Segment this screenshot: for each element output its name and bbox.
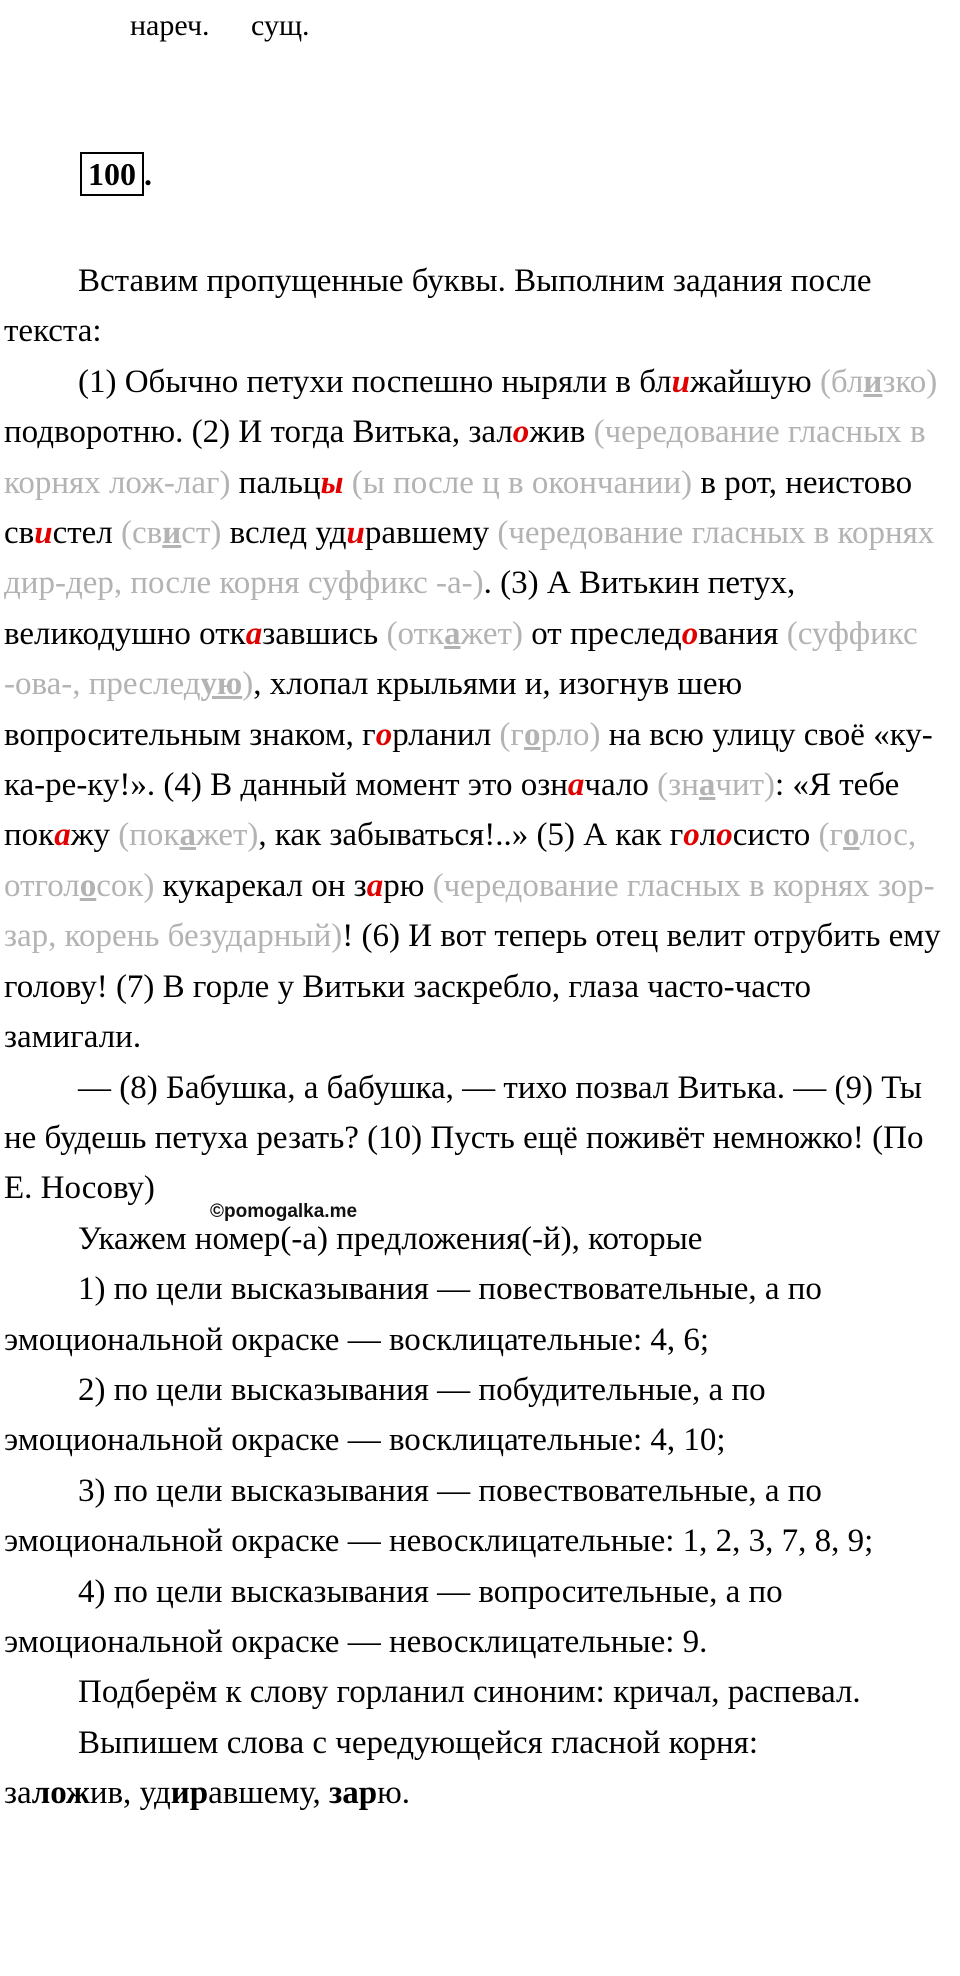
text-segment (343, 465, 351, 501)
watermark-text: ©pomogalka.me (210, 1200, 358, 1222)
task-number (80, 152, 152, 196)
answer-item: 4) по цели высказывания — вопросительные, а по эмоциональной окраске — невосклицательные: 9. (4, 1573, 783, 1660)
synonym-paragraph: Подберём к слову горланил синоним: кричал, распевал. (78, 1674, 861, 1711)
hint-underlined-letter: а (698, 767, 716, 804)
root-word-part: уд (139, 1775, 171, 1812)
text-segment: в рот, неистово св (4, 464, 913, 552)
inserted-letter: о (716, 817, 733, 854)
hint-part: (бл (819, 363, 864, 400)
inserted-letter: о (512, 414, 530, 451)
text-segment: ! (6) И вот теперь отец велит отрубить ему голову! (7) В горле у Витьки заскребло, глаза часто-часто замигали. (4, 918, 941, 1056)
inserted-letter: а (54, 817, 71, 854)
text-segment: на всю улицу своё «ку-ка-ре-ку!». (4) В данный момент это озн (4, 716, 933, 804)
check-word-hint (121, 515, 221, 551)
hint-part: (зн (657, 767, 699, 804)
hint-part: зко) (882, 363, 938, 400)
text-segment: вслед уд (221, 515, 347, 552)
check-word-hint (499, 717, 600, 753)
text-segment: жайшую (690, 363, 820, 400)
rule-hint: (чередование гласных в корнях зор-зар, корень безударный) (4, 867, 935, 955)
text-segment: стел (52, 515, 122, 552)
text-segment: , как забываться!..» (5) А как г (258, 817, 684, 854)
hint-part: ст) (181, 515, 222, 552)
answer-item: 3) по цели высказывания — повествовательные, а по эмоциональной окраске — невосклицательные: 1, 2, 3, 7, 8, 9; (4, 1472, 874, 1560)
text-segment: л (699, 817, 717, 854)
text-segment: завшись (262, 615, 387, 652)
hint-underlined-letter: и (863, 363, 883, 400)
check-word-hint (657, 767, 775, 803)
root-word-part: ю. (377, 1775, 411, 1812)
inserted-letter: ы (320, 464, 344, 501)
root-word-part: за (4, 1775, 32, 1812)
hint-part: (отк (386, 615, 445, 652)
text-segment: систо (732, 817, 819, 854)
answer-item: 2) по цели высказывания — побудительные, а по эмоциональной окраске — восклицательные: 4, 10; (4, 1371, 766, 1459)
text-segment: равшему (364, 515, 498, 552)
inserted-letter: и (34, 515, 53, 552)
hint-part: жет) (195, 817, 259, 854)
check-word-hint (387, 616, 523, 652)
answer-item: 1) по цели высказывания — повествовательные, а по эмоциональной окраске — восклицательные: 4, 6; (4, 1271, 822, 1358)
check-word-hint (820, 364, 937, 400)
rule-hint: (чередование гласных в корнях лож-лаг) (4, 414, 926, 501)
hint-part: (г (499, 716, 524, 753)
text-segment: рланил (392, 716, 500, 753)
roots-intro: Выпишем слова с чередующейся гласной корня: (78, 1724, 758, 1761)
check-word-hint (118, 817, 258, 853)
root-word-part: авшему, (208, 1775, 330, 1812)
hint-underlined-letter: о (79, 867, 97, 904)
hint-part: (г (818, 817, 843, 854)
hint-underlined-letter: о (523, 716, 541, 753)
document-body (4, 256, 956, 1819)
text-segment: жив (529, 414, 594, 451)
hint-part: жет) (460, 615, 523, 652)
hint-part: (св (121, 515, 163, 552)
hint-part: ) (242, 666, 254, 703)
inserted-letter: и (671, 363, 691, 400)
main-text-paragraph (4, 357, 956, 1063)
hint-part: (пок (118, 817, 180, 854)
hint-underlined-letter: а (444, 615, 461, 652)
intro-paragraph: Вставим пропущенные буквы. Выполним задания после текста: (4, 263, 872, 350)
root-word-root: зар (329, 1775, 378, 1812)
root-word-root: лож (31, 1775, 90, 1812)
inserted-letter: о (681, 615, 699, 652)
text-segment: вания (698, 615, 787, 652)
roots-list (4, 1768, 956, 1818)
hint-part: (суффикс -ова-, преслед (4, 615, 918, 703)
inserted-letter: о (683, 817, 700, 854)
text-segment: чало (584, 767, 658, 804)
hint-part: рло) (540, 716, 601, 753)
text-segment: от преслед (522, 615, 682, 652)
task-number-dot: . (144, 156, 152, 192)
root-word-root: ир (170, 1775, 209, 1812)
inserted-letter: и (346, 515, 365, 552)
text-segment: (1) Обычно петухи поспешно ныряли в бл (78, 363, 672, 400)
label-adverb: нареч. (130, 9, 210, 42)
text-segment: подворотню. (2) И тогда Витька, зал (4, 414, 513, 451)
dialogue-paragraph: — (8) Бабушка, а бабушка, — тихо позвал Витька. — (9) Ты не будешь петуха резать? (10) Пусть ещё поживёт немножко! (По Е. Носову) (4, 1069, 924, 1207)
label-noun: сущ. (251, 9, 310, 42)
hint-part: чит) (715, 767, 776, 804)
hint-underlined-letter: о (843, 817, 860, 854)
inserted-letter: а (567, 767, 585, 804)
text-segment: кукарекал он з (154, 867, 367, 904)
text-segment: : «Я тебе пок (4, 767, 900, 854)
parts-of-speech-labels (130, 4, 344, 48)
question-intro: Укажем номер(-а) предложения(-й), которые (78, 1220, 703, 1257)
text-segment: , хлопал крыльями и, изогнув шею вопросительным знаком, г (4, 666, 743, 753)
inserted-letter: а (245, 615, 263, 652)
text-segment: пальц (230, 464, 321, 501)
inserted-letter: о (375, 716, 393, 753)
task-number-box: 100 (80, 152, 144, 196)
text-segment: жу (70, 817, 119, 854)
root-word-part: ив, (89, 1775, 140, 1812)
hint-part: сок) (96, 867, 155, 904)
hint-underlined-letter: а (179, 817, 196, 854)
inserted-letter: а (366, 867, 384, 904)
hint-underlined-letters: ую (200, 666, 243, 703)
text-segment: . (3) А Витькин петух, великодушно отк (4, 565, 796, 652)
hint-part: лос, отгол (4, 817, 917, 904)
hint-underlined-letter: и (162, 515, 182, 552)
text-segment: рю (383, 867, 433, 904)
rule-hint: (чередование гласных в корнях дир-дер, после корня суффикс -а-) (4, 515, 935, 602)
rule-hint: (ы после ц в окончании) (351, 464, 693, 501)
